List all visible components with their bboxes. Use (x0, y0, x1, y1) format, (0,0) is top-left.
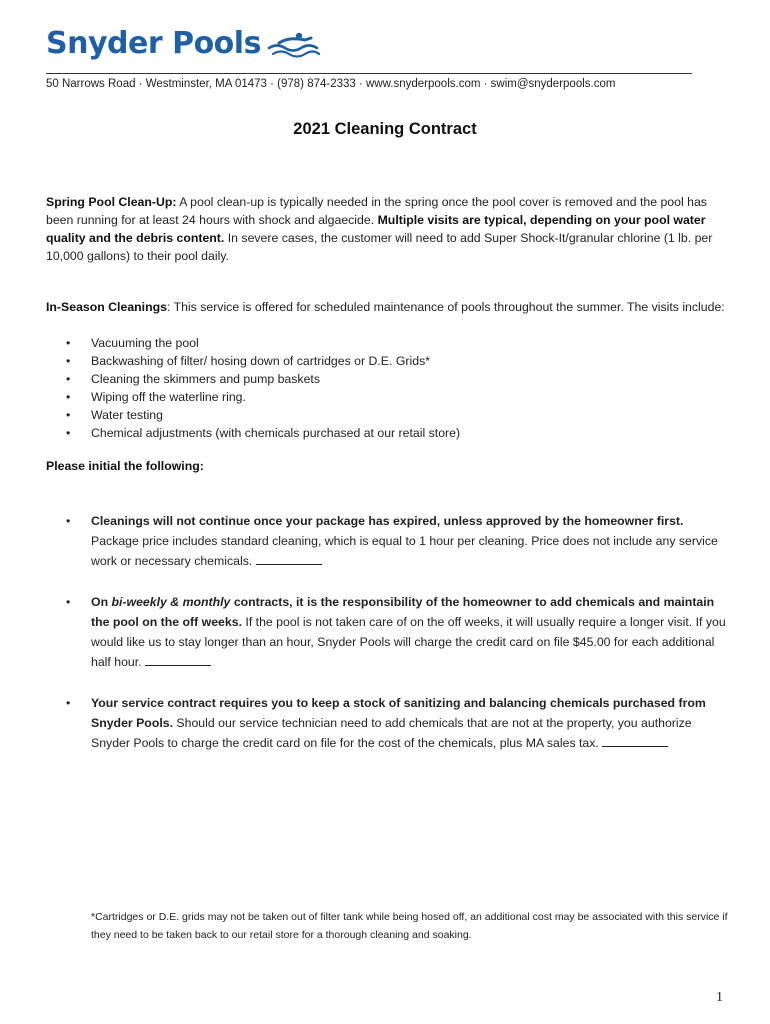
logo-wordmark: Snyder Pools (46, 26, 261, 61)
in-season-text: : This service is offered for scheduled maintenance of pools throughout the summer. The visits include: (166, 300, 725, 314)
footnote: *Cartridges or D.E. grids may not be taken out of filter tank while being hosed off, an additional cost may be associated with this service if they need to be taken back to our retail store for a thorough cleaning and soaking. (91, 911, 728, 941)
initial-blank-2[interactable] (145, 653, 211, 666)
spring-text-1: A pool clean-up is typically needed in the spring once the pool cover is removed and the pool has been running for at least 24 hours with shock and algaecide. (46, 195, 707, 227)
swimmer-wave-icon (265, 28, 321, 60)
spring-text-2: In severe cases, the customer will need to add Super Shock-It/granular chlorine (1 lb. per 10,000 gallons) to their pool daily. (46, 231, 713, 263)
bullet-icon: • (66, 595, 71, 609)
initial-blank-1[interactable] (256, 552, 322, 565)
header-divider (46, 73, 692, 74)
bullet-icon: • (66, 354, 71, 368)
list-item: • Chemical adjustments (with chemicals purchased at our retail store) (66, 426, 461, 440)
initial-item-1 (46, 511, 726, 571)
initial-heading: Please initial the following: (46, 459, 204, 473)
spring-bold-note: Multiple visits are typical, depending on your pool water quality and the debris content. (46, 213, 706, 245)
list-item: • Cleaning the skimmers and pump baskets (66, 372, 320, 386)
spring-cleanup-paragraph (46, 193, 730, 265)
list-item: • Your service contract requires you to keep a stock of sanitizing and balancing chemicals purchased from Snyder Pools. Should our service technician need to add chemicals that are not at the property, you authorize Snyder Pools to charge the credit card on file for the cost of the chemicals, plus MA sales tax. (46, 693, 726, 753)
in-season-list (46, 334, 730, 442)
company-address: 50 Narrows Road · Westminster, MA 01473 · (978) 874-2333 · www.snyderpools.com · swim@snyderpools.com (46, 78, 616, 90)
list-item: • Backwashing of filter/ hosing down of cartridges or D.E. Grids* (66, 354, 430, 368)
bullet-icon: • (66, 426, 71, 440)
in-season-paragraph (46, 298, 730, 316)
bullet-icon: • (66, 514, 71, 528)
bullet-icon: • (66, 696, 71, 710)
bullet-icon: • (66, 336, 71, 350)
spring-label: Spring Pool Clean-Up: (46, 195, 177, 209)
list-item: • Vacuuming the pool (66, 336, 199, 350)
initial-item-2 (46, 592, 726, 672)
bullet-icon: • (66, 408, 71, 422)
in-season-label: In-Season Cleanings (46, 300, 167, 314)
page-number: 1 (716, 990, 723, 1005)
initial-blank-3[interactable] (602, 734, 668, 747)
list-item: • Cleanings will not continue once your package has expired, unless approved by the homeowner first. Package price includes standard cleaning, which is equal to 1 hour per cleaning. Price does not include any service work or necessary chemicals. (46, 511, 726, 571)
list-item: • Water testing (66, 408, 163, 422)
bullet-icon: • (66, 372, 71, 386)
list-item: • On bi-weekly & monthly contracts, it is the responsibility of the homeowner to add chemicals and maintain the pool on the off weeks. If the pool is not taken care of on the off weeks, it will usually require a longer visit. If you would like us to stay longer than an hour, Snyder Pools will charge the credit card on file $45.00 for each additional half hour. (46, 592, 726, 672)
bullet-icon: • (66, 390, 71, 404)
company-logo (46, 24, 321, 64)
initial-item-3 (46, 693, 726, 753)
list-item: • Wiping off the waterline ring. (66, 390, 246, 404)
document-title: 2021 Cleaning Contract (293, 120, 477, 138)
